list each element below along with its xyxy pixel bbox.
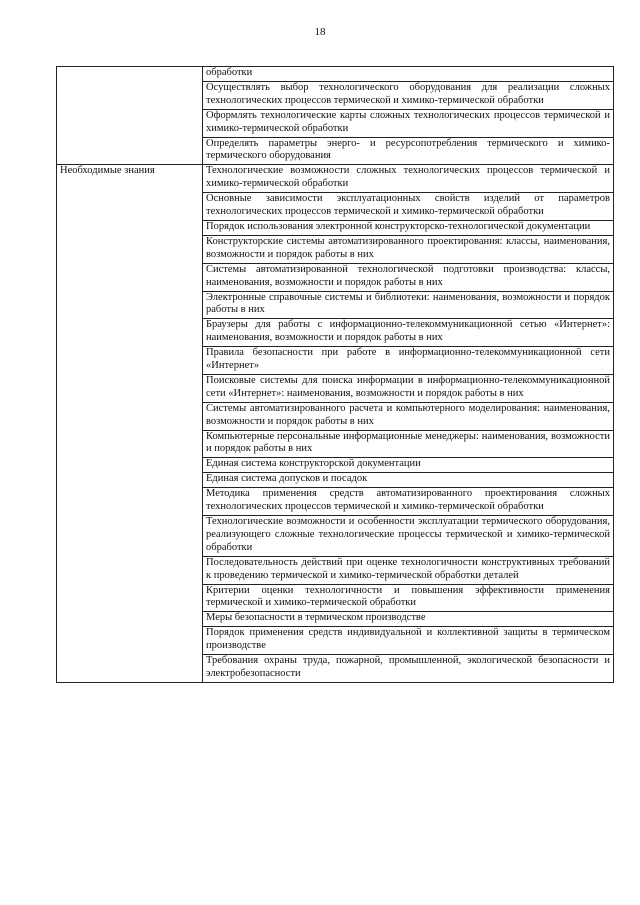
table-cell: Требования охраны труда, пожарной, промышленной, экологической безопасности и электробезопасности [203,655,614,683]
table-cell: Критерии оценки технологичности и повышения эффективности применения термической и химико-термической обработки [203,584,614,612]
table-cell: Осуществлять выбор технологического оборудования для реализации сложных технологических процессов термической и химико-термической обработки [203,81,614,109]
table-cell: Правила безопасности при работе в информационно-телекоммуникационной сети «Интернет» [203,347,614,375]
table-cell: Электронные справочные системы и библиотеки: наименования, возможности и порядок работы в них [203,291,614,319]
table-cell: Порядок использования электронной конструкторско-технологической документации [203,220,614,235]
table-cell: Основные зависимости эксплуатационных свойств изделий от параметров технологических процессов термической и химико-термической обработки [203,193,614,221]
table-cell: Компьютерные персональные информационные менеджеры: наименования, возможности и порядок работы в них [203,430,614,458]
table-cell: Технологические возможности сложных технологических процессов термической и химико-термической обработки [203,165,614,193]
knowledge-label: Необходимые знания [57,165,203,683]
table-cell: Браузеры для работы с информационно-телекоммуникационной сетью «Интернет»: наименования, возможности и порядок работы в них [203,319,614,347]
table-cell: Определять параметры энерго- и ресурсопотребления термического и химико-термического оборудования [203,137,614,165]
requirements-table [56,66,614,683]
table-cell: Поисковые системы для поиска информации в информационно-телекоммуникационной сети «Интернет»: наименования, возможности и порядок работы в них [203,374,614,402]
table-cell: Меры безопасности в термическом производстве [203,612,614,627]
table-cell: Оформлять технологические карты сложных технологических процессов термической и химико-термической обработки [203,109,614,137]
table-cell: Единая система допусков и посадок [203,473,614,488]
table-cell: Порядок применения средств индивидуальной и коллективной защиты в термическом производстве [203,627,614,655]
table-row [57,67,614,82]
table-cell: Системы автоматизированной технологической подготовки производства: классы, наименования, возможности и порядок работы в них [203,263,614,291]
table-cell: Конструкторские системы автоматизированного проектирования: классы, наименования, возможности и порядок работы в них [203,235,614,263]
empty-label-cell [57,67,203,165]
table-cell: Технологические возможности и особенности эксплуатации термического оборудования, реализующего сложные технологические процессы термической и химико-термической обработки [203,516,614,557]
table-cell: Последовательность действий при оценке технологичности конструктивных требований к проведению термической и химико-термической обработки деталей [203,556,614,584]
table-cell: Единая система конструкторской документации [203,458,614,473]
table-cell: Методика применения средств автоматизированного проектирования сложных технологических процессов термической и химико-термической обработки [203,488,614,516]
page-number: 18 [314,26,326,38]
table-row [57,165,614,193]
table-cell: Системы автоматизированного расчета и компьютерного моделирования: наименования, возможности и порядок работы в них [203,402,614,430]
table-cell: обработки [203,67,614,82]
